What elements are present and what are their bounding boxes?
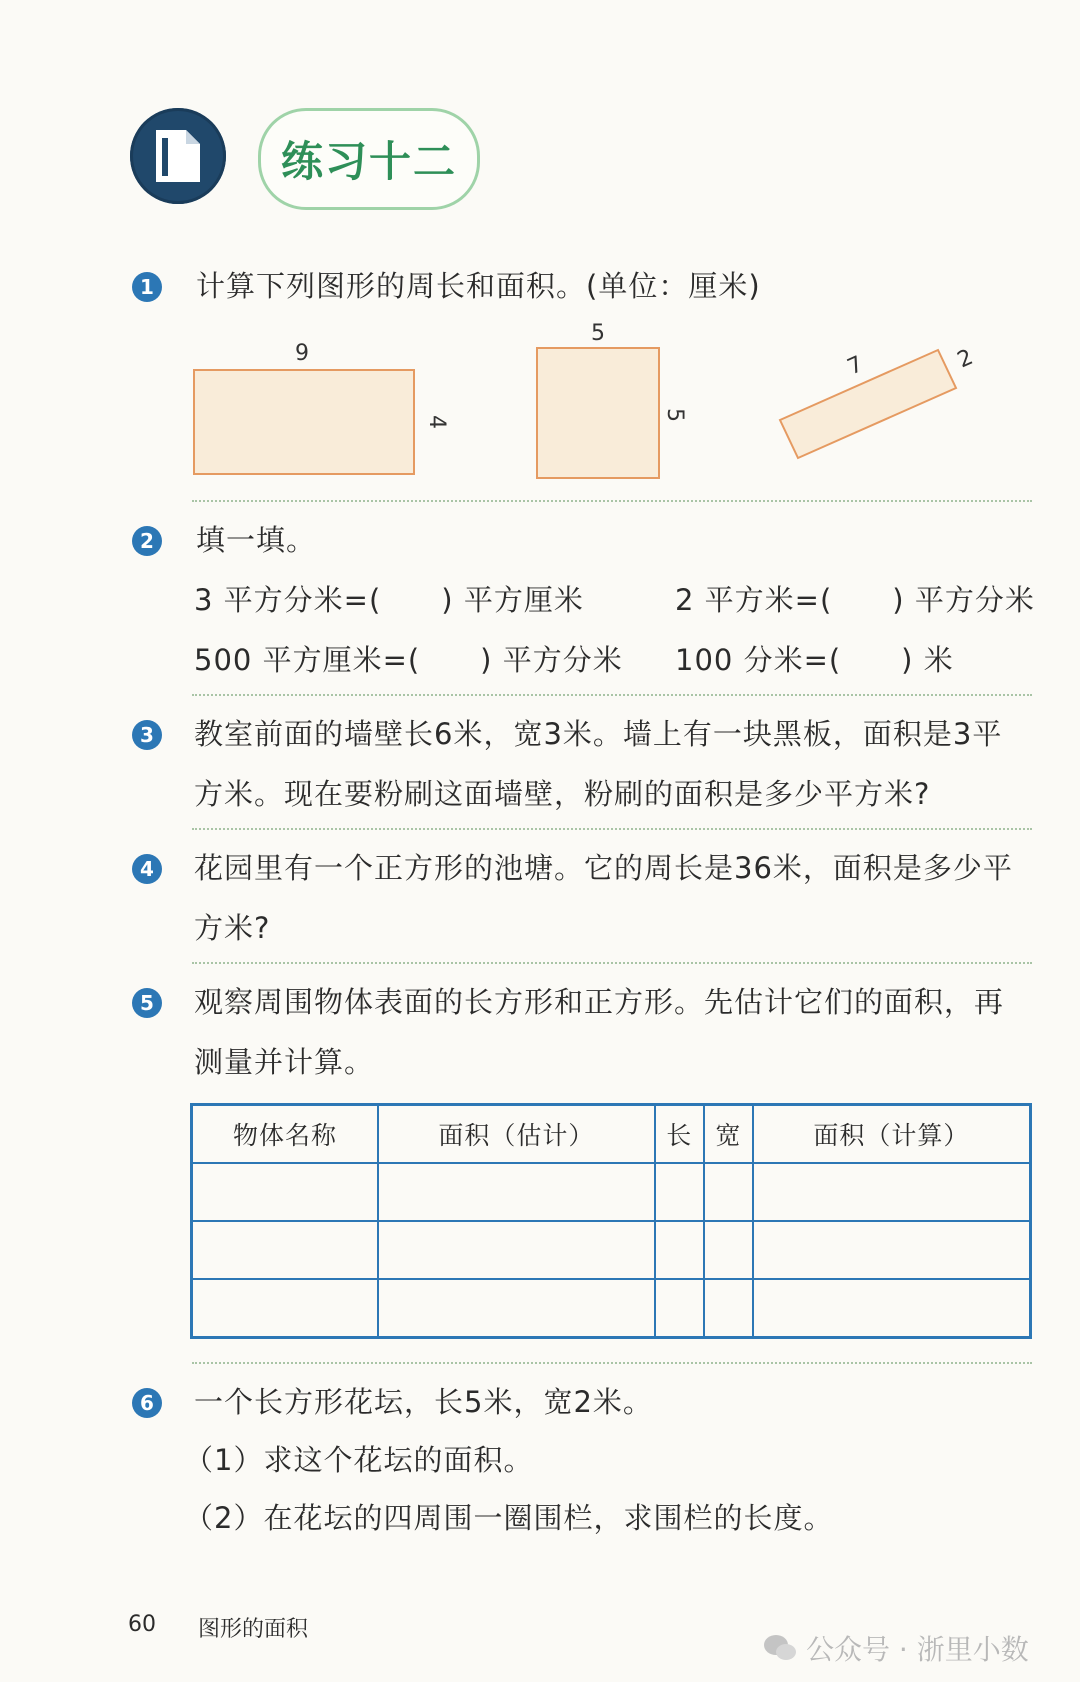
divider [192,962,1032,964]
rectangle-9x4 [194,370,414,474]
problem-4-line-1: 花园里有一个正方形的池塘。它的周长是36米，面积是多少平 [194,851,1013,885]
table-cell[interactable] [704,1279,753,1338]
document-icon [152,126,204,186]
table-cell[interactable] [378,1279,655,1338]
square-side-label: 5 [662,408,687,422]
exercise-title-pill [258,108,480,210]
table-cell[interactable] [192,1221,379,1279]
problem-2-number: 2 [132,526,162,556]
rectangle-side-label: 4 [424,415,449,429]
table-cell[interactable] [655,1279,704,1338]
col-width: 宽 [704,1105,753,1164]
col-area-estimate: 面积（估计） [378,1105,655,1164]
divider [192,500,1032,502]
table-cell[interactable] [753,1221,1031,1279]
chapter-title: 图形的面积 [198,1617,309,1642]
problem-6-sub-2: （2）在花坛的四周围一圈围栏，求围栏的长度。 [184,1501,834,1535]
fill-item-1: 3 平方分米=( ) 平方厘米 [194,583,584,617]
fill-item-2: 2 平方米=( ) 平方分米 [675,583,1035,617]
problem-1-number: 1 [132,272,162,302]
table-cell[interactable] [378,1221,655,1279]
problem-3-number: 3 [132,720,162,750]
measurement-table [190,1103,1032,1339]
table-cell[interactable] [704,1163,753,1221]
table-row [192,1163,1031,1221]
table-cell[interactable] [192,1279,379,1338]
col-area-calculated: 面积（计算） [753,1105,1031,1164]
problem-1-text: 计算下列图形的周长和面积。(单位：厘米) [196,269,761,303]
problem-2-text: 填一填。 [196,523,317,557]
table-row [192,1279,1031,1338]
problem-5-line-1: 观察周围物体表面的长方形和正方形。先估计它们的面积，再 [194,985,1005,1019]
tilted-rectangle-7x2 [780,350,956,458]
wechat-icon [762,1633,798,1663]
page-title: 练习十二 [280,137,457,186]
rectangle-top-label: 9 [295,341,309,366]
problem-4-line-2: 方米? [194,911,271,945]
table-cell[interactable] [192,1163,379,1221]
page-number: 60 [128,1612,156,1637]
table-cell[interactable] [753,1163,1031,1221]
problem-5-number: 5 [132,988,162,1018]
table-cell[interactable] [655,1163,704,1221]
problem-5-line-2: 测量并计算。 [194,1045,375,1079]
table-cell[interactable] [378,1163,655,1221]
col-length: 长 [655,1105,704,1164]
watermark [762,1628,1029,1668]
table-header-row [192,1105,1031,1164]
tilted-short-label: 2 [953,344,977,374]
table-cell[interactable] [704,1221,753,1279]
square-5x5 [537,348,659,478]
problem-4-number: 4 [132,854,162,884]
divider [192,1362,1032,1364]
fill-item-4: 100 分米=( ) 米 [675,643,954,677]
problem-3-line-1: 教室前面的墙壁长6米，宽3米。墙上有一块黑板，面积是3平 [194,717,1003,751]
watermark-text: 公众号 · 浙里小数 [806,1633,1029,1666]
problem-6-sub-1: （1）求这个花坛的面积。 [184,1443,534,1477]
divider [192,828,1032,830]
divider [192,694,1032,696]
problem-6-number: 6 [132,1388,162,1418]
fill-item-3: 500 平方厘米=( ) 平方分米 [194,643,623,677]
document-badge-icon [130,108,226,204]
problem-1-figures [180,320,1040,490]
problem-3-line-2: 方米。现在要粉刷这面墙壁，粉刷的面积是多少平方米? [194,777,931,811]
col-object-name: 物体名称 [192,1105,379,1164]
problem-6-text: 一个长方形花坛，长5米，宽2米。 [194,1385,653,1419]
tilted-long-label: 7 [843,351,867,381]
table-row [192,1221,1031,1279]
square-top-label: 5 [591,321,605,346]
table-cell[interactable] [753,1279,1031,1338]
table-cell[interactable] [655,1221,704,1279]
